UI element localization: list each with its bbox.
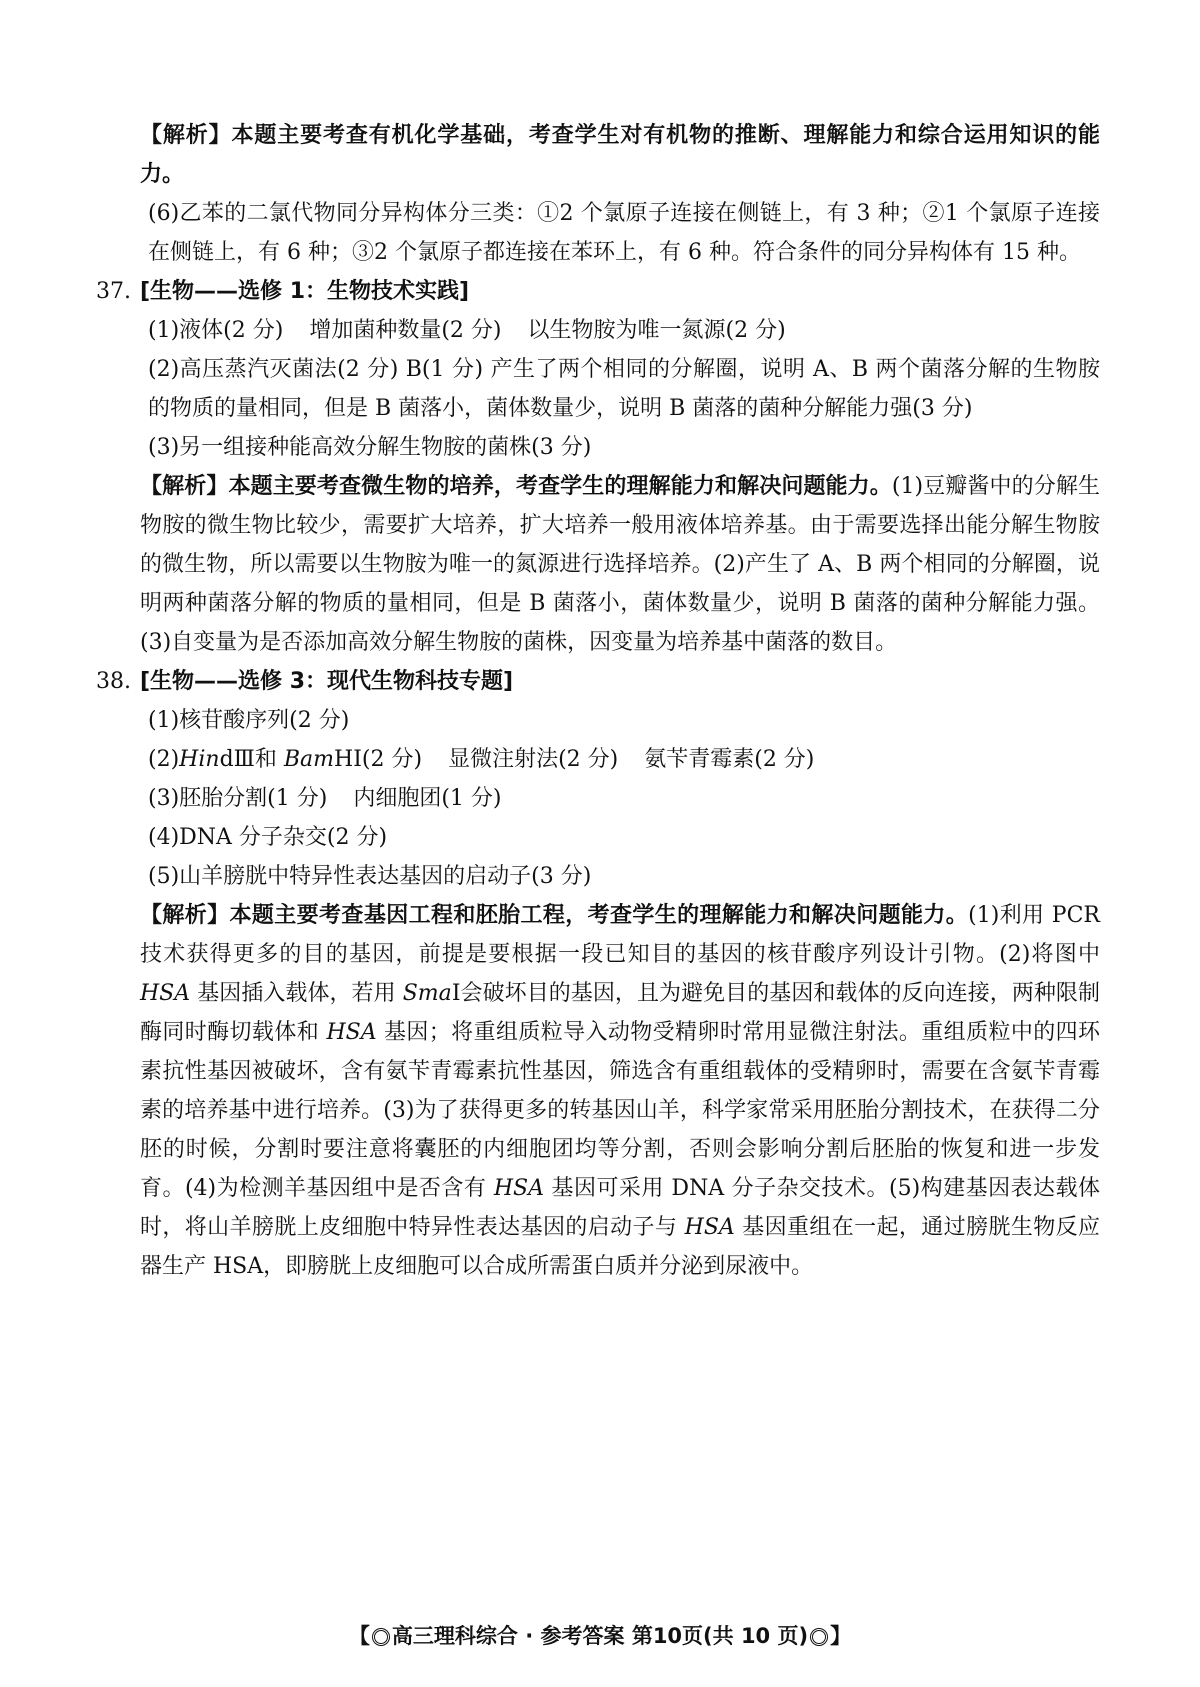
answer-part: 增加菌种数量(2 分) [309,318,502,343]
enzyme-name: Bam [283,747,335,772]
footer-bracket: 】 [830,1624,852,1648]
answer-38-3 [140,779,1100,818]
answer-part: HⅠ(2 分) [334,747,423,772]
question-38-heading [96,662,1100,701]
question-title: [生物——选修 1：生物技术实践] [140,279,470,304]
analysis-label: 【解析】 [140,123,232,148]
answer-38-1: (1)核苷酸序列(2 分) [148,708,350,733]
page-footer [0,1620,1200,1650]
footer-text: 高三理科综合 · 参考答案 第10页(共 10 页) [391,1624,809,1648]
analysis-body: 基因；将重组质粒导入动物受精卵时常用显微注射法。重组质粒中的四环素抗性基因被破坏，含有氨苄青霉素抗性基因，筛选含有重组载体的受精卵时，需要在含氨苄青霉素的培养基中进行培养。(3)为了获得更多的转基因山羊，科学家常采用胚胎分割技术，在获得二分胚的时候，分割时要注意将囊胚的内细胞团均等分割，否则会影响分割后胚胎的恢复和进一步发育。(4)为检测羊基因组中是否含有 [140,1020,1101,1201]
analysis-body: (1)豆瓣酱中的分解生物胺的微生物比较少，需要扩大培养，扩大培养一般用液体培养基。由于需要选择出能分解生物胺的微生物，所以需要以生物胺为唯一的氮源进行选择培养。(2)产生了 A、B 两个相同的分解圈，说明两种菌落分解的物质的量相同，但是 B 菌落小，菌体数量少，说明 B 菌落的菌种分解能力强。(3)自变量为是否添加高效分解生物胺的菌株，因变量为培养基中菌落的数目。 [140,474,1100,655]
answer-part: (2) [148,747,180,772]
answer-38-2 [140,740,1100,779]
answer-37-1 [140,311,1100,350]
answer-part: 氨苄青霉素(2 分) [644,747,815,772]
question-number: 37. [96,279,131,304]
concentric-circle-icon [372,1628,390,1646]
footer-bracket: 【 [348,1624,370,1648]
question-number: 38. [96,669,131,694]
answer-part: (3)胚胎分割(1 分) [148,786,328,811]
analysis-38 [140,896,1100,1286]
question-title: [生物——选修 3：现代生物科技专题] [140,669,514,694]
question-37-heading [96,272,1100,311]
answer-part: (1)液体(2 分) [148,318,284,343]
analysis-body: 基因可采用 DNA 分子杂交技术。(5)构建基因表达载体时，将山羊膀胱上皮细胞中特异性表达基因的启动子与 [140,1176,1100,1240]
analysis-37 [140,467,1100,662]
analysis-lead: 本题主要考查微生物的培养，考查学生的理解能力和解决问题能力。 [228,474,892,499]
answer-part: 显微注射法(2 分) [448,747,619,772]
enzyme-name: Sma [402,981,452,1006]
gene-name: HSA [326,1020,377,1045]
analysis-36 [140,116,1100,194]
answer-part: dⅢ和 [219,747,284,772]
analysis-lead: 本题主要考查基因工程和胚胎工程，考查学生的理解能力和解决问题能力。 [229,903,969,928]
analysis-lead: 本题主要考查有机化学基础，考查学生对有机物的推断、理解能力和综合运用知识的能力。 [140,123,1100,187]
page-content [96,116,1101,1286]
gene-name: HSA [140,981,191,1006]
answer-38-5: (5)山羊膀胱中特异性表达基因的启动子(3 分) [148,864,592,889]
analysis-body: (1)利用 PCR 技术获得更多的目的基因，前提是要根据一段已知目的基因的核苷酸序列设计引物。(2)将图中 [140,903,1100,967]
concentric-circle-icon [810,1628,828,1646]
analysis-body: Ⅰ会破坏目的基因，且为避免目的基因和载体的反向连接，两种限制酶同时酶切载体和 [140,981,1100,1045]
analysis-body: 基因重组在一起，通过膀胱生物反应器生产 HSA，即膀胱上皮细胞可以合成所需蛋白质并分泌到尿液中。 [140,1215,1100,1279]
analysis-label: 【解析】 [140,474,229,499]
answer-part: 以生物胺为唯一氮源(2 分) [527,318,786,343]
analysis-body: 基因插入载体，若用 [190,981,403,1006]
analysis-label: 【解析】 [140,903,230,928]
enzyme-name: Hin [179,747,220,772]
answer-38-4: (4)DNA 分子杂交(2 分) [148,825,388,850]
answer-part: 内细胞团(1 分) [353,786,502,811]
answer-36-6: (6)乙苯的二氯代物同分异构体分三类：①2 个氯原子连接在侧链上，有 3 种；②1 个氯原子连接在侧链上，有 6 种；③2 个氯原子都连接在苯环上，有 6 种。符合条件的同分异构体有 15 种。 [148,201,1100,265]
gene-name: HSA [493,1176,545,1201]
answer-37-2: (2)高压蒸汽灭菌法(2 分) B(1 分) 产生了两个相同的分解圈，说明 A、B 两个菌落分解的生物胺的物质的量相同，但是 B 菌落小，菌体数量少，说明 B 菌落的菌种分解能力强(3 分) [148,357,1100,421]
answer-37-3: (3)另一组接种能高效分解生物胺的菌株(3 分) [148,435,592,460]
gene-name: HSA [684,1215,735,1240]
